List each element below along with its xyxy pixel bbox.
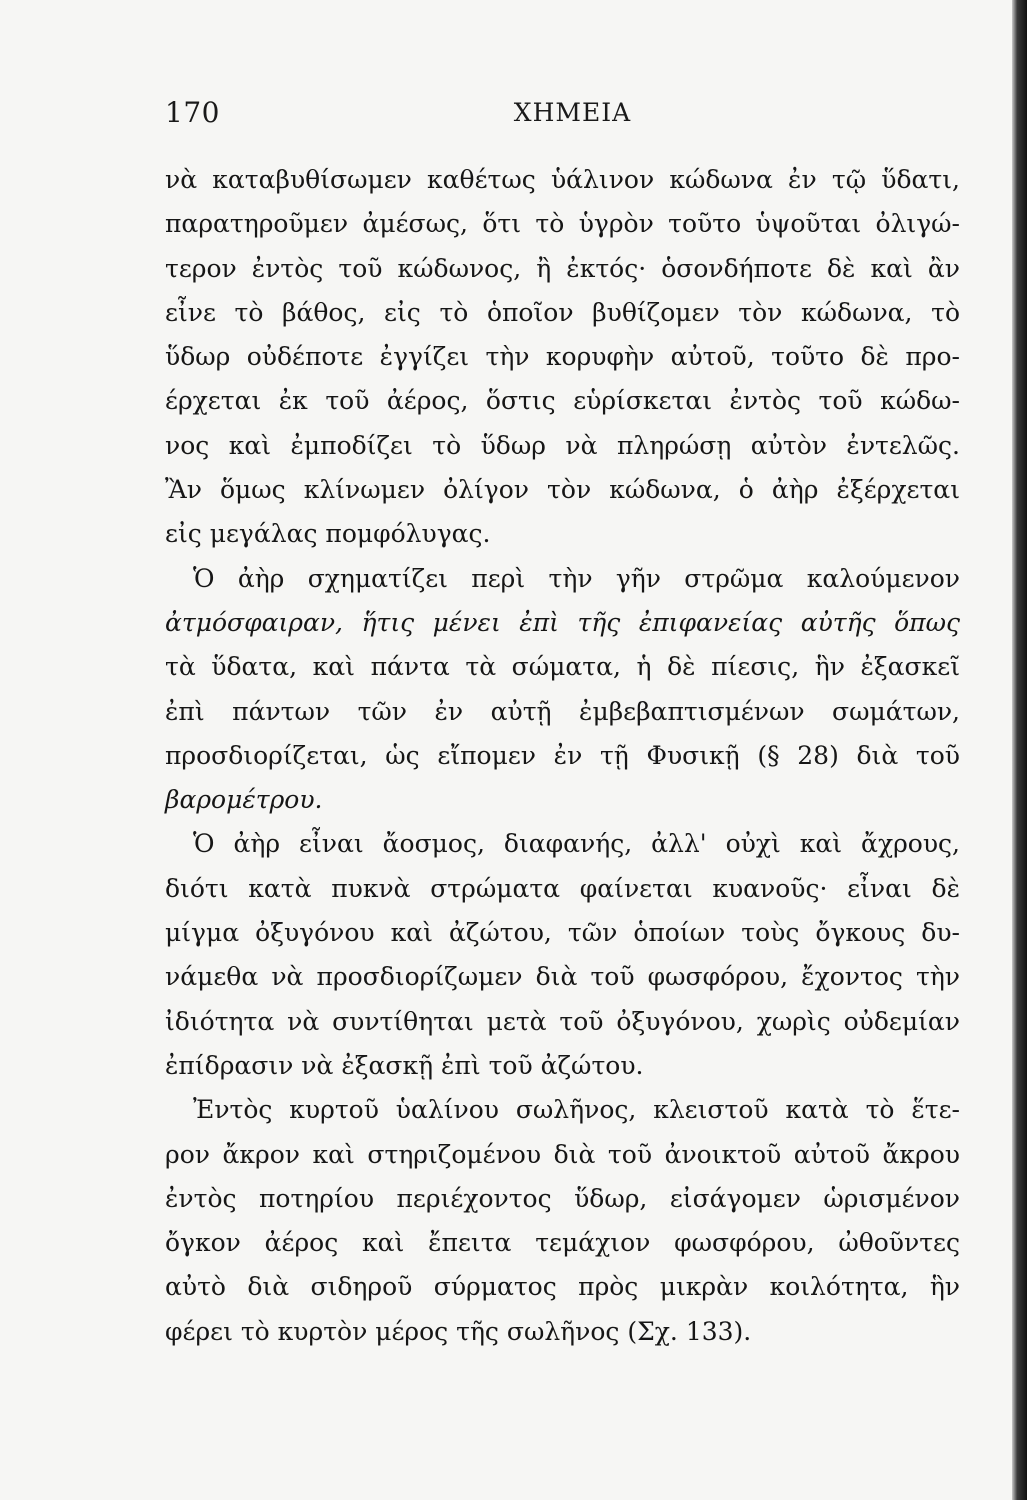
text-line: ὄγκον ἀέρος καὶ ἔπειτα τεμάχιον φωσφόρου, ὠθοῦντες [165, 1228, 960, 1258]
italic-term: ἀτμόσφαιραν, ἥτις μένει ἐπὶ τῆς ἐπιφανείας αὐτῆς ὅπως [165, 607, 960, 637]
text-line: παρατηροῦμεν ἀμέσως, ὅτι τὸ ὑγρὸν τοῦτο ὑψοῦται ὀλιγώ- [165, 209, 960, 239]
paragraph-4 [165, 1088, 960, 1354]
text-line [165, 778, 960, 822]
text-line: ὕδωρ οὐδέποτε ἐγγίζει τὴν κορυφὴν αὐτοῦ, τοῦτο δὲ προ- [165, 342, 960, 372]
italic-term: βαρομέτρου. [165, 785, 323, 815]
text-line: προσδιορίζεται, ὡς εἴπομεν ἐν τῇ Φυσικῇ (§ 28) διὰ τοῦ [165, 740, 960, 770]
paragraph-1 [165, 158, 960, 557]
text-line: νάμεθα νὰ προσδιορίζωμεν διὰ τοῦ φωσφόρου, ἔχοντος τὴν [165, 962, 960, 992]
text-line: νὰ καταβυθίσωμεν καθέτως ὑάλινον κώδωνα ἐν τῷ ὕδατι, [165, 165, 960, 194]
text-line: ἰδιότητα νὰ συντίθηται μετὰ τοῦ ὀξυγόνου, χωρὶς οὐδεμίαν [165, 1006, 960, 1036]
page-number: 170 [165, 96, 220, 129]
text-line: τερον ἐντὸς τοῦ κώδωνος, ἢ ἐκτός· ὁσονδήποτε δὲ καὶ ἂν [165, 253, 960, 283]
text-line: ἐπίδρασιν νὰ ἐξασκῇ ἐπὶ τοῦ ἀζώτου. [165, 1050, 644, 1080]
text-line: έρχεται ἐκ τοῦ ἀέρος, ὅστις εὑρίσκεται ἐντὸς τοῦ κώδω- [165, 386, 960, 416]
text-line: Ὁ ἀὴρ εἶναι ἄοσμος, διαφανής, ἀλλ' οὐχὶ καὶ ἄχρους, [193, 829, 960, 859]
text-line: τὰ ὕδατα, καὶ πάντα τὰ σώματα, ἡ δὲ πίεσις, ἣν ἐξασκεῖ [165, 652, 960, 682]
paragraph-2 [165, 557, 960, 823]
text-line: νος καὶ ἐμποδίζει τὸ ὕδωρ νὰ πληρώσῃ αὐτὸν ἐντελῶς. [165, 430, 960, 460]
paragraph-3 [165, 822, 960, 1088]
text-line [165, 601, 960, 645]
text-line: φέρει τὸ κυρτὸν μέρος τῆς σωλῆνος (Σχ. 133). [165, 1316, 752, 1346]
text-line: Ἐντὸς κυρτοῦ ὑαλίνου σωλῆνος, κλειστοῦ κατὰ τὸ ἕτε- [193, 1095, 960, 1125]
text-line: Ἂν ὅμως κλίνωμεν ὀλίγον τὸν κώδωνα, ὁ ἀὴρ ἐξέρχεται [165, 475, 960, 505]
text-line: Ὁ ἀὴρ σχηματίζει περὶ τὴν γῆν στρῶμα καλούμενον [193, 563, 960, 593]
text-line: αὐτὸ διὰ σιδηροῦ σύρματος πρὸς μικρὰν κοιλότητα, ἣν [165, 1272, 960, 1302]
text-line: εἰς μεγάλας πομφόλυγας. [165, 519, 491, 549]
running-head: ΧΗΜΕΙΑ [513, 98, 632, 127]
body-text [165, 158, 960, 1354]
text-line: ρον ἄκρον καὶ στηριζομένου διὰ τοῦ ἀνοικτοῦ αὐτοῦ ἄκρου [165, 1139, 960, 1169]
text-line: διότι κατὰ πυκνὰ στρώματα φαίνεται κυανοῦς· εἶναι δὲ [165, 873, 960, 903]
text-line: μίγμα ὀξυγόνου καὶ ἀζώτου, τῶν ὁποίων τοὺς ὄγκους δυ- [165, 918, 960, 948]
page-edge-shadow [1012, 0, 1027, 1500]
text-line: ἐπὶ πάντων τῶν ἐν αὐτῇ ἐμβεβαπτισμένων σωμάτων, [165, 696, 960, 726]
text-line: εἶνε τὸ βάθος, εἰς τὸ ὁποῖον βυθίζομεν τὸν κώδωνα, τὸ [165, 297, 960, 327]
text-line: ἐντὸς ποτηρίου περιέχοντος ὕδωρ, εἰσάγομεν ὡρισμένον [165, 1183, 960, 1213]
page-header [165, 92, 960, 132]
